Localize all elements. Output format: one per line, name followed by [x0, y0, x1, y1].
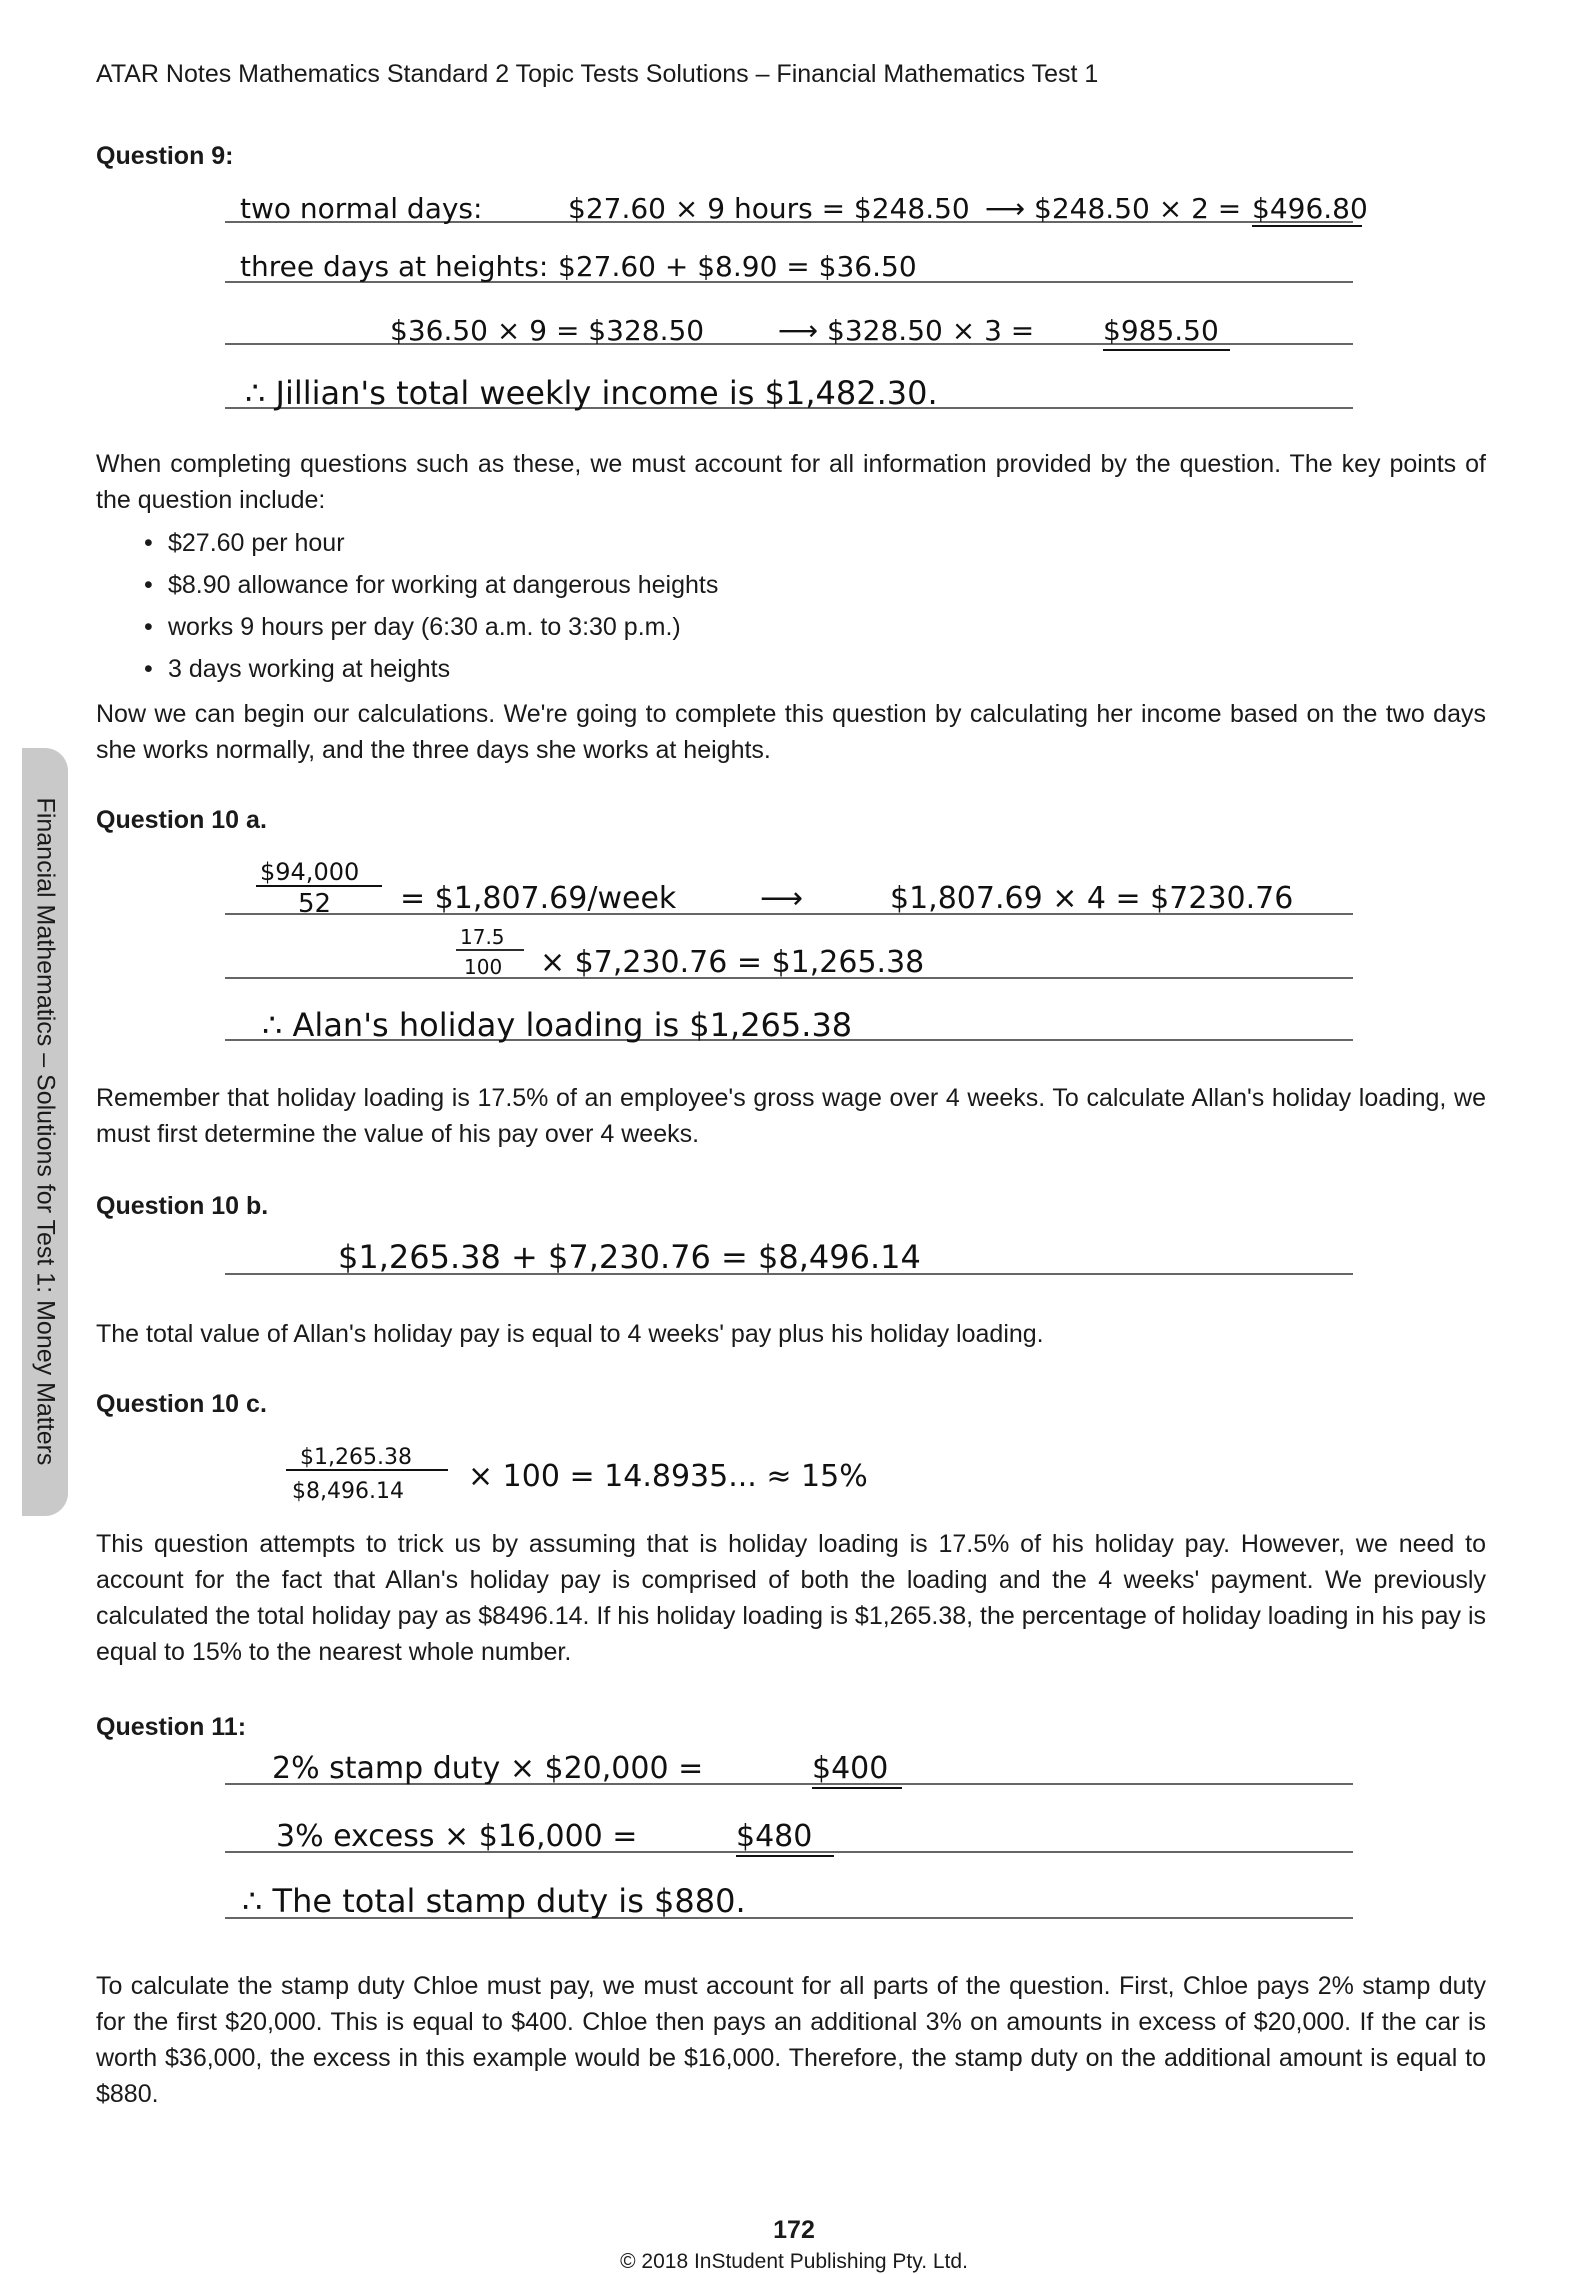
- q9-intro-paragraph: When completing questions such as these, we must account for all information provided by the question. The key points of the question include:: [96, 450, 1486, 514]
- list-item: • 3 days working at heights: [140, 648, 718, 690]
- q11-line1-calc: 2% stamp duty × $20,000 =: [272, 1751, 704, 1786]
- q9-conclusion: ∴ Jillian's total weekly income is $1,482.30.: [245, 374, 938, 412]
- q11-line2-result: $480: [736, 1819, 813, 1854]
- q10b-paragraph: The total value of Allan's holiday pay is equal to 4 weeks' pay plus his holiday loading.: [96, 1320, 1044, 1348]
- q10c-fraction-denominator: $8,496.14: [292, 1479, 404, 1504]
- q11-conclusion: ∴ The total stamp duty is $880.: [242, 1882, 746, 1920]
- q10a-fraction2-denominator: 100: [464, 955, 503, 979]
- q9-line2-label: three days at heights:: [240, 250, 549, 283]
- side-tab-label: Financial Mathematics – Solutions for Test 1: Money Matters: [31, 797, 60, 1466]
- q11-line1-result: $400: [812, 1751, 889, 1786]
- q9-line1-calc: $27.60 × 9 hours = $248.50: [568, 192, 970, 225]
- page-number: 172: [773, 2216, 815, 2244]
- q10a-fraction-denominator: 52: [298, 889, 332, 919]
- q10c-line1-calc: × 100 = 14.8935... ≈ 15%: [468, 1459, 868, 1494]
- q9-line3-calc: $36.50 × 9 = $328.50: [390, 314, 705, 347]
- question-10a-heading: Question 10 a.: [96, 806, 267, 834]
- list-item: • $27.60 per hour: [140, 522, 718, 564]
- q10a-fraction2-numerator: 17.5: [460, 925, 505, 949]
- question-10b-heading: Question 10 b.: [96, 1192, 269, 1220]
- copyright-notice: © 2018 InStudent Publishing Pty. Ltd.: [620, 2250, 968, 2273]
- list-item: • $8.90 allowance for working at dangerous heights: [140, 564, 718, 606]
- q9-line1-label: two normal days:: [240, 192, 483, 225]
- question-11-heading: Question 11:: [96, 1713, 247, 1741]
- q10a-fraction-numerator: $94,000: [260, 858, 360, 886]
- q10c-fraction-numerator: $1,265.38: [300, 1445, 412, 1470]
- q9-line1-arrow: ⟶ $248.50 × 2 =: [985, 192, 1242, 225]
- q10b-line1-calc: $1,265.38 + $7,230.76 = $8,496.14: [338, 1238, 921, 1276]
- q11-paragraph: To calculate the stamp duty Chloe must pay, we must account for all parts of the question. First, Chloe pays 2% stamp duty for the first $20,000. This is equal to $400. Chloe then pays an additional 3% on amounts in excess of $20,000. If the car is worth $36,000, the excess in this example would be $16,000. Therefore, the stamp duty on the additional amount is equal to $880.: [96, 1972, 1486, 2108]
- q9-line1-result: $496.80: [1252, 192, 1368, 225]
- running-header: ATAR Notes Mathematics Standard 2 Topic Tests Solutions – Financial Mathematics Test 1: [96, 60, 1099, 88]
- q10a-paragraph: Remember that holiday loading is 17.5% of an employee's gross wage over 4 weeks. To calculate Allan's holiday loading, we must first determine the value of his pay over 4 weeks.: [96, 1084, 1486, 1148]
- question-9-heading: Question 9:: [96, 142, 234, 170]
- q10a-line2-calc: × $7,230.76 = $1,265.38: [540, 945, 925, 980]
- q9-line3-arrow: ⟶ $328.50 × 3 =: [778, 314, 1035, 347]
- q9-outro-paragraph: Now we can begin our calculations. We're going to complete this question by calculating her income based on the two days she works normally, and the three days she works at heights.: [96, 700, 1486, 764]
- q9-line3-result: $985.50: [1103, 314, 1219, 347]
- q10a-conclusion: ∴ Alan's holiday loading is $1,265.38: [262, 1006, 853, 1044]
- q9-line2-calc: $27.60 + $8.90 = $36.50: [558, 250, 917, 283]
- list-item: • works 9 hours per day (6:30 a.m. to 3:30 p.m.): [140, 606, 718, 648]
- q10a-line1-arrow: ⟶: [760, 881, 804, 916]
- q10c-paragraph: This question attempts to trick us by assuming that is holiday loading is 17.5% of his holiday pay. However, we need to account for the fact that Allan's holiday pay is comprised of both the loading and the 4 weeks' payment. We previously calculated the total holiday pay as $8496.14. If his holiday loading is $1,265.38, the percentage of holiday loading in his pay is equal to 15% to the nearest whole number.: [96, 1530, 1486, 1666]
- q10a-line1-calc: = $1,807.69/week: [400, 881, 677, 916]
- q11-line2-calc: 3% excess × $16,000 =: [276, 1819, 638, 1854]
- question-10c-heading: Question 10 c.: [96, 1390, 267, 1418]
- q10a-line1-result: $1,807.69 × 4 = $7230.76: [890, 881, 1294, 916]
